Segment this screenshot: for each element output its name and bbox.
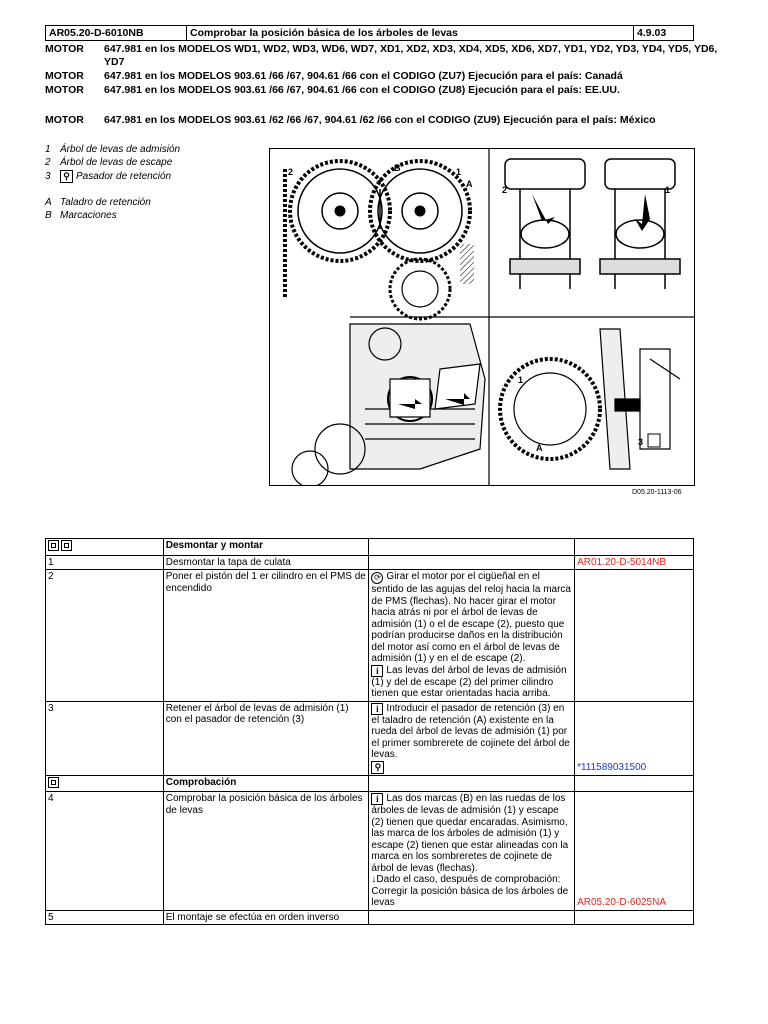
callout-a: A: [466, 179, 473, 189]
reference-link[interactable]: AR01.20-D-5014NB: [577, 556, 667, 568]
legend-item-3: 3 ⚲ Pasador de retención: [45, 171, 172, 183]
callout-1c: 1: [518, 375, 524, 385]
doc-version: 4.9.03: [634, 26, 694, 41]
camshaft-sprockets-drawing: [285, 161, 474, 319]
motor-line-2: MOTOR 647.981 en los MODELOS 903.61 /66 /67, 904.61 /66 con el CODIGO (ZU7) Ejecución para el país: Canadá: [45, 70, 623, 82]
callout-ac: A: [536, 443, 543, 453]
callout-1: 1: [456, 167, 462, 177]
info-icon: i: [371, 665, 383, 677]
legend-item-b: B Marcaciones: [45, 210, 117, 221]
motor-line-1: MOTOR 647.981 en los MODELOS WD1, WD2, WD3, WD6, WD7, XD1, XD2, XD3, XD4, XD5, XD6, XD7, YD1, YD2, YD3, YD4, YD5, YD6, YD7: [45, 43, 718, 68]
section-title: Desmontar y montar: [163, 539, 369, 556]
callout-2b: 2: [502, 185, 508, 195]
info-icon: i: [371, 703, 383, 715]
callout-2: 2: [288, 167, 294, 177]
table-row: 4 Comprobar la posición básica de los árboles de levas i Las dos marcas (B) en las ruedas de los árboles de levas de admisión (1) y escape (2) tienen que quedar encaradas. Asimismo, las marca de los árboles de admisión (1) y escape (2) tienen que estar alineadas con la marca en los sombreretes de cojinete de árbol de levas (flechas). ↓Dado el caso, después de comprobación: Corregir la posición básica de los árboles de levas AR05.20-D-6025NA: [46, 792, 694, 911]
callout-b: B: [394, 163, 401, 173]
info-icon: i: [371, 793, 383, 805]
table-row: 3 Retener el árbol de levas de admisión (1) con el pasador de retención (3) i Introducir el pasador de retención (3) en el taladro de retención (A) existente en la rueda del árbol de levas de admisión (1) por el primer sombrerete de cojinete del árbol de levas. ⚲ *111589031500: [46, 701, 694, 775]
table-row: 2 Poner el pistón del 1 er cilindro en el PMS de encendido ⟳ Girar el motor por el cigüeñal en el sentido de las agujas del reloj hacia la marca de PMS (flechas). No hacer girar el motor hacia atrás ni por el árbol de levas de admisión (1) o el de escape (2), puesto que podrían producirse daños en la distribución del motor así como en el árbol de levas de admisión (1) y en el de escape (2). i Las levas del árbol de levas de admisión (1) y del de escape (2) del primer cilindro tienen que estar orientadas hacia arriba.: [46, 570, 694, 702]
camshaft-illustration: [269, 148, 695, 486]
document-header: [45, 25, 694, 41]
engine-view-drawing: [292, 324, 485, 485]
procedure-table: [45, 538, 694, 925]
table-row: [46, 539, 694, 556]
table-row: 1 Desmontar la tapa de culata AR01.20-D-5014NB: [46, 555, 694, 570]
arrow-left-drawing: [532, 194, 555, 224]
legend-item-2: 2 Árbol de levas de escape: [45, 157, 173, 168]
legend-item-1: 1 Árbol de levas de admisión: [45, 144, 181, 155]
retaining-pin-icon: ⚲: [371, 761, 384, 774]
callout-3: 3: [638, 437, 644, 447]
doc-id: AR05.20-D-6010NB: [46, 26, 187, 41]
motor-line-4: MOTOR 647.981 en los MODELOS 903.61 /62 /66 /67, 904.61 /62 /66 con el CODIGO (ZU9) Ejecución para el país: México: [45, 114, 656, 126]
reference-link[interactable]: AR05.20-D-6025NA: [577, 897, 667, 908]
expand-icon[interactable]: [48, 540, 59, 551]
retaining-pin-icon: ⚲: [60, 170, 73, 183]
cam-lobes-drawing: [505, 159, 680, 289]
locking-pin-drawing: [500, 329, 680, 469]
motor-line-3: MOTOR 647.981 en los MODELOS 903.61 /66 /67, 904.61 /66 con el CODIGO (ZU8) Ejecución para el país: EE.UU.: [45, 84, 620, 96]
doc-title: Comprobar la posición básica de los árboles de levas: [187, 26, 634, 41]
collapse-icon[interactable]: [61, 540, 72, 551]
check-icon[interactable]: [48, 777, 59, 788]
table-row: 5 El montaje se efectúa en orden inverso: [46, 910, 694, 925]
retaining-pin-icon: [648, 434, 660, 447]
tool-number-link[interactable]: *111589031500: [577, 762, 647, 773]
section-title: Comprobación: [163, 775, 369, 792]
figure-reference: D05.20-1113-06: [632, 489, 682, 496]
legend-item-a: A Taladro de retención: [45, 197, 151, 208]
callout-1b: 1: [665, 185, 671, 195]
table-row: [46, 775, 694, 792]
rotate-icon: ⟳: [371, 572, 383, 584]
